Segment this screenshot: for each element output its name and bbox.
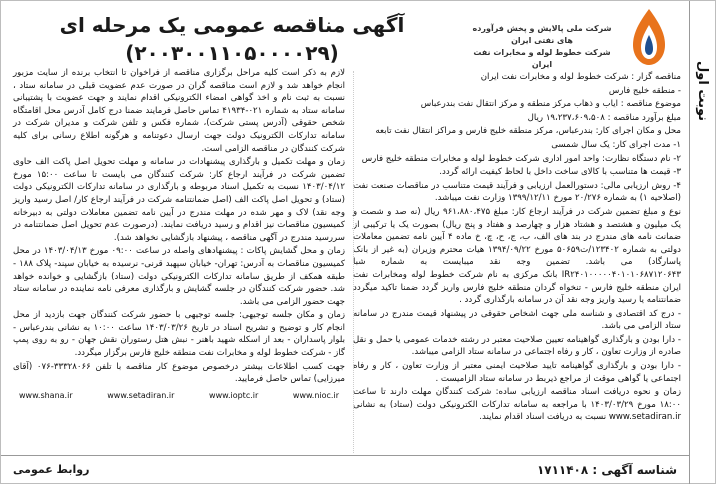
right-paragraph: - دارا بودن و بارگذاری گواهینامه تایید صلاحیت ایمنی معتبر از وزارت تعاون ، کار و رفاه اجتماعی یا گواهی موقت از مراجع ذیربط در سامانه ستاد الزامیست . <box>353 361 681 384</box>
company-logo-icon <box>619 5 679 71</box>
round-label: نوبت اول <box>695 61 710 122</box>
website-link[interactable]: www.shana.ir <box>19 390 73 400</box>
website-link[interactable]: www.ioptc.ir <box>209 390 259 400</box>
left-column <box>13 67 345 455</box>
left-paragraph: زمان و محل گشایش پاکات : پیشنهادهای واصله در ساعت ۰۹:۰۰ مورخ ۱۴۰۳/۰۴/۱۳ در محل کمیسیون مناقصات به آدرس: تهران- خیابان سپهبد قرنی- نرسیده به خیابان سپند- پلاک ۱۸۸ - طبقه همکف از طریق سامانه تدارکات الکترونیکی دولت (ستاد) بازگشایی و خوانده خواهد شد. حضور شرکت کنندگان در جلسه گشایش و بارگذاری معرفی نامه نماینده در سامانه ستاد جهت حضور الزامی می باشد. <box>13 246 345 307</box>
right-paragraph: نوع و مبلغ تضمین شرکت در فرآیند ارجاع کار: مبلغ ۹۶۱،۸۸۰،۴۷۵ ریال (نه صد و شصت و یک میلیون و هشتصد و هشتاد هزار و چهارصد و هفتاد و پنج ریال) بصورت یک یا ترکیبی از ضمانت نامه های مندرج در بند های الف، ب، ج، ح، چ، خ ماده ۴ آیین نامه تضمین معاملات دولتی به شماره ۱۲۳۴۰۲/ت۵۰۶۵۹ مورخ ۱۳۹۴/۰۹/۲۲ هیات محترم وزیران (به غیر از بانک پاسارگاد) می باشد. تضمین وجه نقد میبایست به شماره شبا IR۲۴۰۱۰۰۰۰۰۴۰۱۰۱۰۶۸۷۱۲۰۶۴۳ بانک مرکزی به نام شرکت خطوط لوله ومخابرات نفت ایران منطقه خلیج فارس - تنخواه گردان منطقه خلیج فارس واریز گردد ضمنا تاکید میگردد ضمانتنامه یا رسید واریز وجه نقد آن در سامانه بارگذاری گردد . <box>353 206 681 306</box>
right-paragraph: محل و مکان اجرای کار: بندرعباس، مرکز منطقه خلیج فارس و مراکز انتقال نفت تابعه <box>375 126 681 137</box>
column-divider <box>353 71 354 453</box>
website-link[interactable]: www.nioc.ir <box>292 390 339 400</box>
right-paragraph: مبلغ برآورد مناقصه : ۱۹،۲۳۷،۶۰۹،۵۰۸ ریال <box>527 112 681 123</box>
left-paragraph: جهت کسب اطلاعات بیشتر درخصوص موضوع کار مناقصه با تلفن ۳۳۳۲۸۰۶۶-۰۷۶ (آقای میرزایی) تماس حاصل فرمایید. <box>13 361 345 385</box>
org-name-line2: شرکت خطوط لوله و مخابرات نفت ایران <box>473 48 611 69</box>
website-links <box>13 390 345 403</box>
right-paragraph: - دارا بودن و بارگذاری گواهینامه تعیین صلاحیت معتبر در رشته خدمات عمومی یا حمل و نقل صادره از وزارت تعاون ، کار و رفاه اجتماعی در سامانه ستاد الزامی میباشد. <box>353 334 681 358</box>
right-paragraph: - درج کد اقتصادی و شناسه ملی جهت اشخاص حقوقی در پیشنهاد قیمت مندرج در سامانه ستاد الزامی می باشد. <box>353 308 681 332</box>
right-paragraph: ۱- مدت اجرای کار: یک سال شمسی <box>551 139 681 150</box>
right-column <box>353 71 681 455</box>
right-paragraph: موضوع مناقصه : ایاب و ذهاب مرکز منطقه و مرکز انتقال نفت بندرعباس <box>420 99 681 110</box>
org-name-line1: شرکت ملی پالایش و پخش فرآورده های نفتی ایران <box>472 24 612 45</box>
left-paragraph: لازم به ذکر است کلیه مراحل برگزاری مناقصه از فراخوان تا انتخاب برنده از سایت مزبور انجام خواهد شد و لازم است مناقصه گران در صورت عدم عضویت قبلی در سامانه ستاد ، نسبت به ثبت نام و اخذ گواهی امضاء الکترونیکی اقدام نمایند و جهت عضویت با پشتیبانی سامانه ستاد به شماره ۰۲۱-۴۱۹۳۴ تماس حاصل فرمایند ضمنا درج کامل آدرس محل اقامتگاه شخص حقوقی (آدرس پستی شرکت)، شماره فکس و تلفن شرکت و مدیران شرکت در سامانه تدارکات الکترونیک دولت جهت ارسال دعوتنامه و هرگونه اطلاع رسانی برای کلیه شرکت کنندگان در مناقصه الزامی است. <box>13 68 345 154</box>
round-strip <box>689 1 715 484</box>
right-paragraph: - منطقه خلیج فارس <box>608 85 681 96</box>
left-paragraph: زمان و مهلت تکمیل و بارگذاری پیشنهادات در سامانه و مهلت تحویل اصل پاکت الف حاوی تضمین شرکت در فرآیند ارجاع کار: شرکت کنندگان می بایست تا ساعت ۱۵:۰۰ مورخ ۱۴۰۳/۰۴/۱۲ نسبت به تکمیل اسناد مربوطه و بارگذاری در سامانه تدارکات الکترونیکی دولت (ستاد) و تحویل اصل پاکت الف (اصل ضمانتنامه شرکت در فرآیند ارجاع کار/ اصل رسید واریز وجه نقد) لاک و مهر شده در مهلت مندرج در آیین نامه تضمین معاملات دولتی به دبیرخانه کمیسیون مناقصات نیز اقدام و رسید دریافت نمایند. (درصورت عدم تحویل اصل ضمانتنامه در سررسید مندرج در آگهی مناقصه ، پیشنهاد بازگشایی نخواهد شد). <box>13 157 345 243</box>
right-paragraph: ۴- روش ارزیابی مالی: دستورالعمل ارزیابی و فرآیند قیمت متناسب در مناقصات صنعت نفت (اصلاحیه ۱) به شماره ۲۰/۲۷۶ مورخ ۱۳۹۹/۱۲/۱۱ وزارت نفت میباشد. <box>353 180 681 204</box>
footer <box>1 455 689 483</box>
right-paragraph: ۳- قیمت ها متناسب با کالای ساخت داخل با لحاظ کیفیت ارائه گردد. <box>439 167 681 178</box>
right-paragraph: مناقصه گزار : شرکت خطوط لوله و مخابرات نفت ایران <box>480 72 681 82</box>
header <box>1 1 689 71</box>
left-paragraph: زمان و مکان جلسه توجیهی: جلسه توجیهی با حضور شرکت کنندگان جهت بازدید از محل انجام کار و توضیح و تشریح اسناد در تاریخ ۱۴۰۳/۰۳/۲۶ ساعت ۱۰:۰۰ به نشانی بندرعباس - بلوار پاسداران - بعد از اسکله شهید باهنر - نبش هتل رستوران نقش جهان - رو به روی پمپ گاز - شرکت خطوط لوله و مخابرات نفت منطقه خلیج فارس برگزار میگردد. <box>13 310 345 359</box>
ad-id: شناسه آگهی : ۱۷۱۱۴۰۸ <box>536 462 677 477</box>
website-link[interactable]: www.setadiran.ir <box>107 390 175 400</box>
page-title: آگهی مناقصه عمومی یک مرحله ای (۲۰۰۳۰۰۱۱۰۵۰۰۰۰۲۹) <box>59 13 405 65</box>
public-relations-label: روابط عمومی <box>13 463 90 476</box>
right-paragraph: زمان و نحوه دریافت اسناد مناقصه ارزیابی ساده: شرکت کنندگان مهلت دارند تا ساعت ۱۸:۰۰ مورخ ۱۴۰۳/۰۳/۲۹ با مراجعه به سامانه تدارکات الکترونیکی دولت (ستاد) به نشانی www.setadiran.ir نسبت به دریافت اسناد اقدام نمایند. <box>353 387 681 423</box>
organization-name <box>467 23 617 71</box>
right-paragraph: ۲- نام دستگاه نظارت: واحد امور اداری شرکت خطوط لوله و مخابرات منطقه خلیج فارس <box>361 153 681 164</box>
